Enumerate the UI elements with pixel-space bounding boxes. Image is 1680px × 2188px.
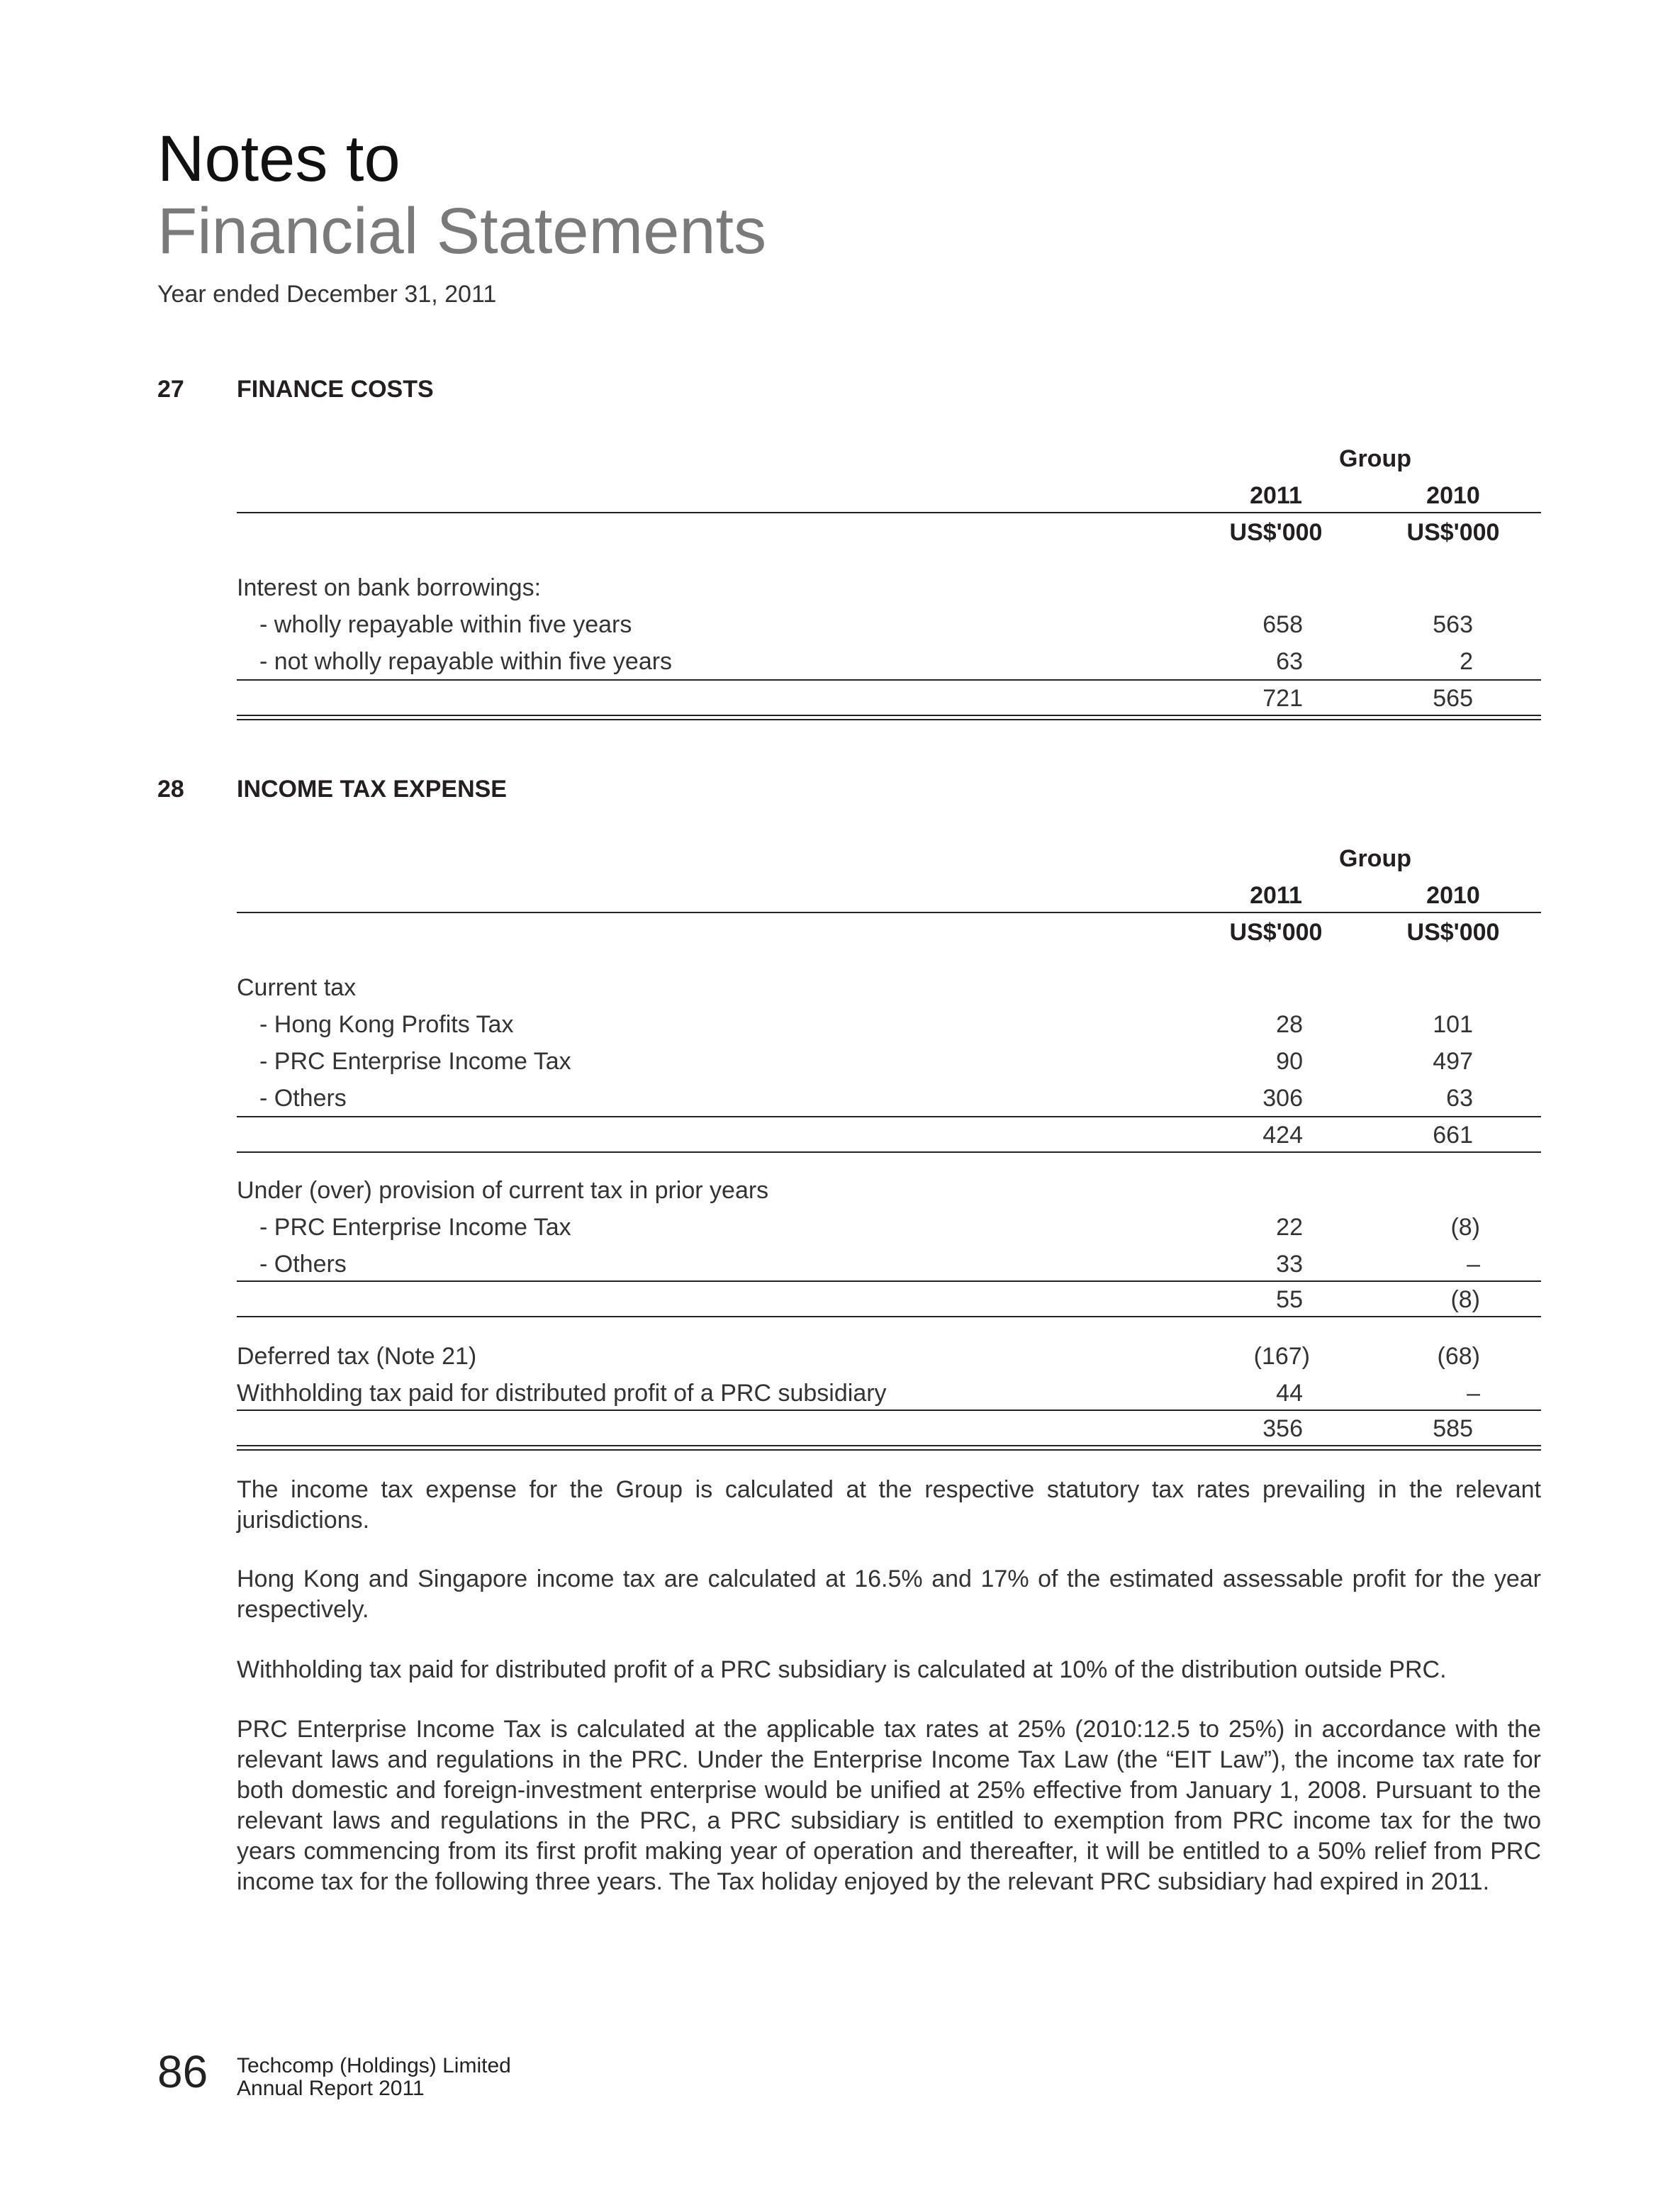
subtotal-2011: 55 bbox=[1276, 1286, 1303, 1313]
row-label: - Others bbox=[259, 1251, 347, 1278]
group-header: Group bbox=[1339, 445, 1411, 472]
unit-header-2010: US$'000 bbox=[1406, 919, 1500, 946]
section-number-27: 27 bbox=[157, 376, 184, 403]
subtotal-2011: 424 bbox=[1262, 1122, 1303, 1149]
row-label: - PRC Enterprise Income Tax bbox=[259, 1048, 571, 1075]
note-paragraph: Hong Kong and Singapore income tax are calculated at 16.5% and 17% of the estimated assessable profit for the year respectively. bbox=[237, 1565, 1541, 1623]
subtotal-rule bbox=[237, 1151, 1541, 1153]
col-header-2011: 2011 bbox=[1250, 882, 1302, 909]
row-label: Interest on bank borrowings: bbox=[237, 574, 542, 601]
subtotal-2010: 661 bbox=[1433, 1122, 1473, 1149]
row-value-2010: (8) bbox=[1450, 1214, 1480, 1241]
row-value-2011: 44 bbox=[1276, 1380, 1303, 1407]
row-value-2011: 33 bbox=[1276, 1251, 1303, 1278]
unit-header-2011: US$'000 bbox=[1229, 519, 1323, 546]
unit-header-2011: US$'000 bbox=[1229, 919, 1323, 946]
footer-company: Techcomp (Holdings) Limited bbox=[237, 2054, 511, 2077]
footer-text bbox=[237, 2055, 511, 2100]
note-paragraph: Withholding tax paid for distributed profit of a PRC subsidiary is calculated at 10% of the distribution outside PRC. bbox=[237, 1656, 1447, 1683]
subtotal-rule bbox=[237, 679, 1541, 681]
page-title-line1: Notes to bbox=[157, 123, 401, 195]
total-2010: 565 bbox=[1433, 685, 1473, 712]
total-2011: 356 bbox=[1262, 1415, 1303, 1442]
row-label: Withholding tax paid for distributed profit of a PRC subsidiary bbox=[237, 1380, 887, 1407]
row-value-2011: 28 bbox=[1276, 1011, 1303, 1038]
group-header: Group bbox=[1339, 845, 1411, 872]
page-subtitle: Year ended December 31, 2011 bbox=[157, 281, 497, 308]
section-number-28: 28 bbox=[157, 776, 184, 803]
col-header-2010: 2010 bbox=[1426, 482, 1480, 509]
page-title-line2: Financial Statements bbox=[157, 195, 767, 267]
subtotal-rule bbox=[237, 1316, 1541, 1317]
row-label: - PRC Enterprise Income Tax bbox=[259, 1214, 571, 1241]
row-value-2011: 306 bbox=[1262, 1085, 1303, 1112]
footer-report: Annual Report 2011 bbox=[237, 2077, 425, 2100]
row-label: - wholly repayable within five years bbox=[259, 611, 632, 638]
col-header-2011: 2011 bbox=[1250, 482, 1302, 509]
row-value-2010: 497 bbox=[1433, 1048, 1473, 1075]
row-value-2011: 658 bbox=[1262, 611, 1303, 638]
row-value-2011: 90 bbox=[1276, 1048, 1303, 1075]
group-heading-current-tax: Current tax bbox=[237, 974, 357, 1001]
row-value-2011: 63 bbox=[1276, 648, 1303, 675]
unit-header-2010: US$'000 bbox=[1406, 519, 1500, 546]
header-rule bbox=[237, 512, 1541, 513]
total-2011: 721 bbox=[1262, 685, 1303, 712]
header-rule bbox=[237, 912, 1541, 913]
section-title-income-tax: INCOME TAX EXPENSE bbox=[237, 776, 507, 803]
total-2010: 585 bbox=[1433, 1415, 1473, 1442]
row-label: Deferred tax (Note 21) bbox=[237, 1343, 477, 1370]
row-value-2010: – bbox=[1467, 1251, 1480, 1278]
row-value-2010: 563 bbox=[1433, 611, 1473, 638]
page-number: 86 bbox=[157, 2046, 208, 2097]
row-label: - not wholly repayable within five years bbox=[259, 648, 673, 675]
row-value-2010: – bbox=[1467, 1380, 1480, 1407]
row-value-2010: 2 bbox=[1460, 648, 1473, 675]
subtotal-rule bbox=[237, 1116, 1541, 1117]
group-heading-prior-years: Under (over) provision of current tax in prior years bbox=[237, 1177, 769, 1204]
subtotal-rule bbox=[237, 1410, 1541, 1411]
note-paragraph: PRC Enterprise Income Tax is calculated at the applicable tax rates at 25% (2010:12.5 to 25%) in accordance with the relevant laws and regulations in the PRC. Under the Enterprise Income Tax Law (the “EIT Law”), the income tax rate for both domestic and foreign-investment enterprise would be unified at 25% effective from January 1, 2008. Pursuant to the relevant laws and regulations in the PRC, a PRC subsidiary is entitled to exemption from PRC income tax for the two years commencing from its first profit making year of operation and thereafter, it will be entitled to a 50% relief from PRC income tax for the following three years. The Tax holiday enjoyed by the relevant PRC subsidiary had expired in 2011. bbox=[237, 1716, 1541, 1895]
row-value-2011: (167) bbox=[1253, 1343, 1310, 1370]
row-value-2011: 22 bbox=[1276, 1214, 1303, 1241]
col-header-2010: 2010 bbox=[1426, 882, 1480, 909]
row-value-2010: 101 bbox=[1433, 1011, 1473, 1038]
total-double-rule bbox=[237, 1445, 1541, 1451]
section-title-finance-costs: FINANCE COSTS bbox=[237, 376, 434, 403]
row-label: - Others bbox=[259, 1085, 347, 1112]
subtotal-2010: (8) bbox=[1450, 1286, 1480, 1313]
total-double-rule bbox=[237, 715, 1541, 720]
row-value-2010: (68) bbox=[1437, 1343, 1480, 1370]
row-value-2010: 63 bbox=[1446, 1085, 1473, 1112]
row-label: - Hong Kong Profits Tax bbox=[259, 1011, 514, 1038]
subtotal-rule bbox=[237, 1280, 1541, 1282]
note-paragraph: The income tax expense for the Group is calculated at the respective statutory tax rates prevailing in the relevant jurisdictions. bbox=[237, 1476, 1541, 1534]
